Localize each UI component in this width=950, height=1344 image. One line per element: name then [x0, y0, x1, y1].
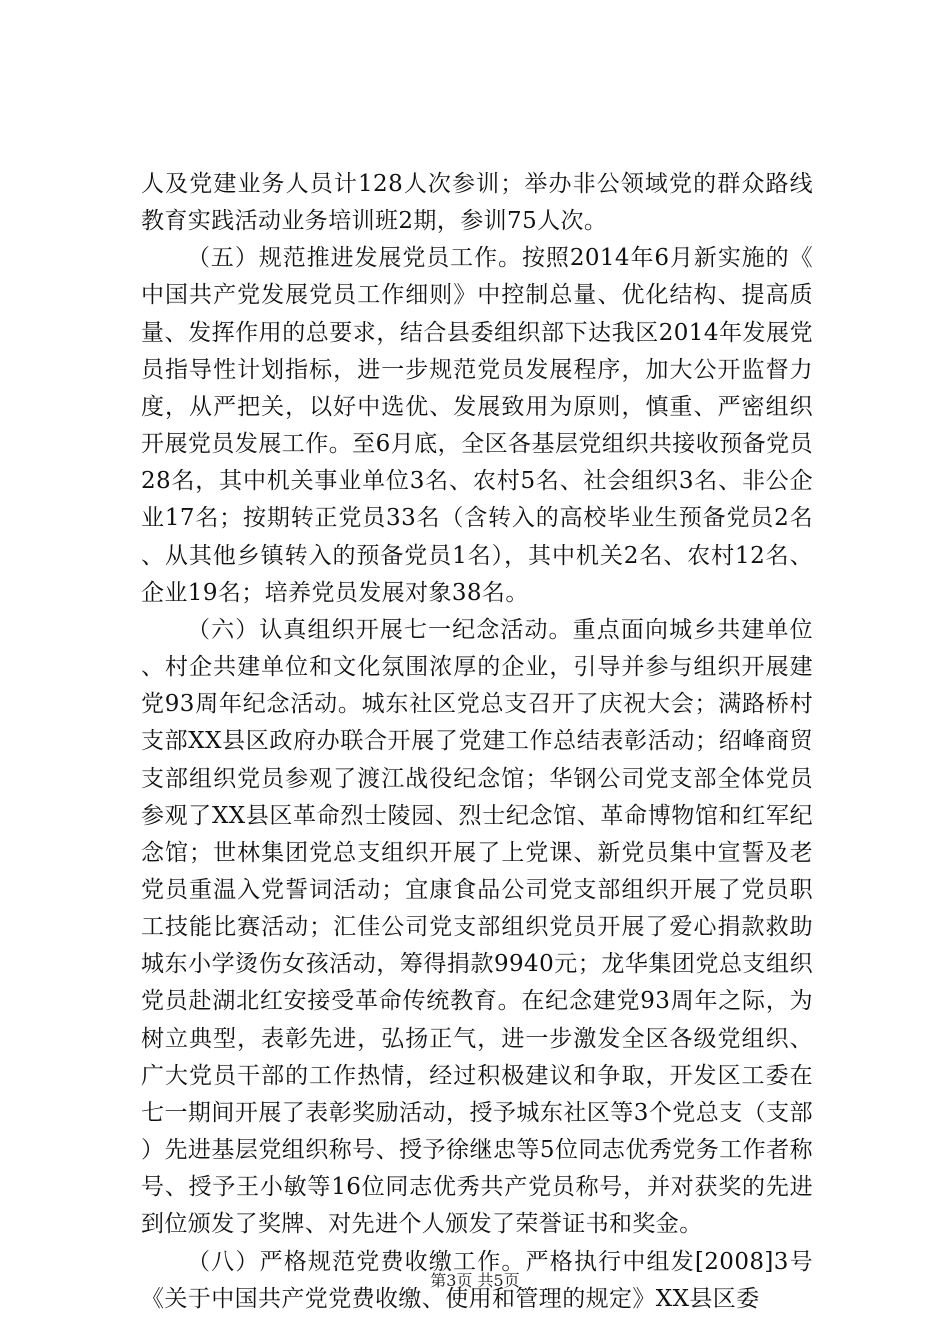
document-body — [141, 166, 813, 1318]
paragraph-training-continuation: 人及党建业务人员计128人次参训；举办非公领域党的群众路线教育实践活动业务培训班2期，参训75人次。 — [141, 171, 813, 235]
paragraph-party-member-development: （五）规范推进发展党员工作。按照2014年6月新实施的《中国共产党发展党员工作细则》中控制总量、优化结构、提高质量、发挥作用的总要求，结合县委组织部下达我区2014年发展党员指导性计划指标，进一步规范党员发展程序，加大公开监督力度，从严把关，以好中选优、发展致用为原则，慎重、严密组织开展党员发展工作。至6月底，全区各基层党组织共接收预备党员28名，其中机关事业单位3名、农村5名、社会组织3名、非公企业17名；按期转正党员33名（含转入的高校毕业生预备党员2名、从其他乡镇转入的预备党员1名），其中机关2名、农村12名、企业19名；培养党员发展对象38名。 — [141, 245, 813, 606]
paragraph-july-first-activities: （六）认真组织开展七一纪念活动。重点面向城乡共建单位、村企共建单位和文化氛围浓厚的企业，引导并参与组织开展建党93周年纪念活动。城东社区党总支召开了庆祝大会；满路桥村支部XX县区政府办联合开展了党建工作总结表彰活动；绍峰商贸支部组织党员参观了渡江战役纪念馆；华钢公司党支部全体党员参观了XX县区革命烈士陵园、烈士纪念馆、革命博物馆和红军纪念馆；世林集团党总支组织开展了上党课、新党员集中宣誓及老党员重温入党誓词活动；宜康食品公司党支部组织开展了党员职工技能比赛活动；汇佳公司党支部组织党员开展了爱心捐款救助城东小学烫伤女孩活动，筹得捐款9940元；龙华集团党总支组织党员赴湖北红安接受革命传统教育。在纪念建党93周年之际，为树立典型，表彰先进，弘扬正气，进一步激发全区各级党组织、广大党员干部的工作热情，经过积极建议和争取，开发区工委在七一期间开展了表彰奖励活动，授予城东社区等3个党总支（支部）先进基层党组织称号、授予徐继忠等5位同志优秀党务工作者称号、授予王小敏等16位同志优秀共产党员称号，并对获奖的先进到位颁发了奖牌、对先进个人颁发了荣誉证书和奖金。 — [141, 616, 813, 1238]
paragraph-party-dues: （八）严格规范党费收缴工作。严格执行中组发[2008]3号《关于中国共产党党费收缴、使用和管理的规定》XX县区委 — [141, 1248, 813, 1312]
page-number-footer: 第3页 共5页 — [430, 1271, 520, 1290]
